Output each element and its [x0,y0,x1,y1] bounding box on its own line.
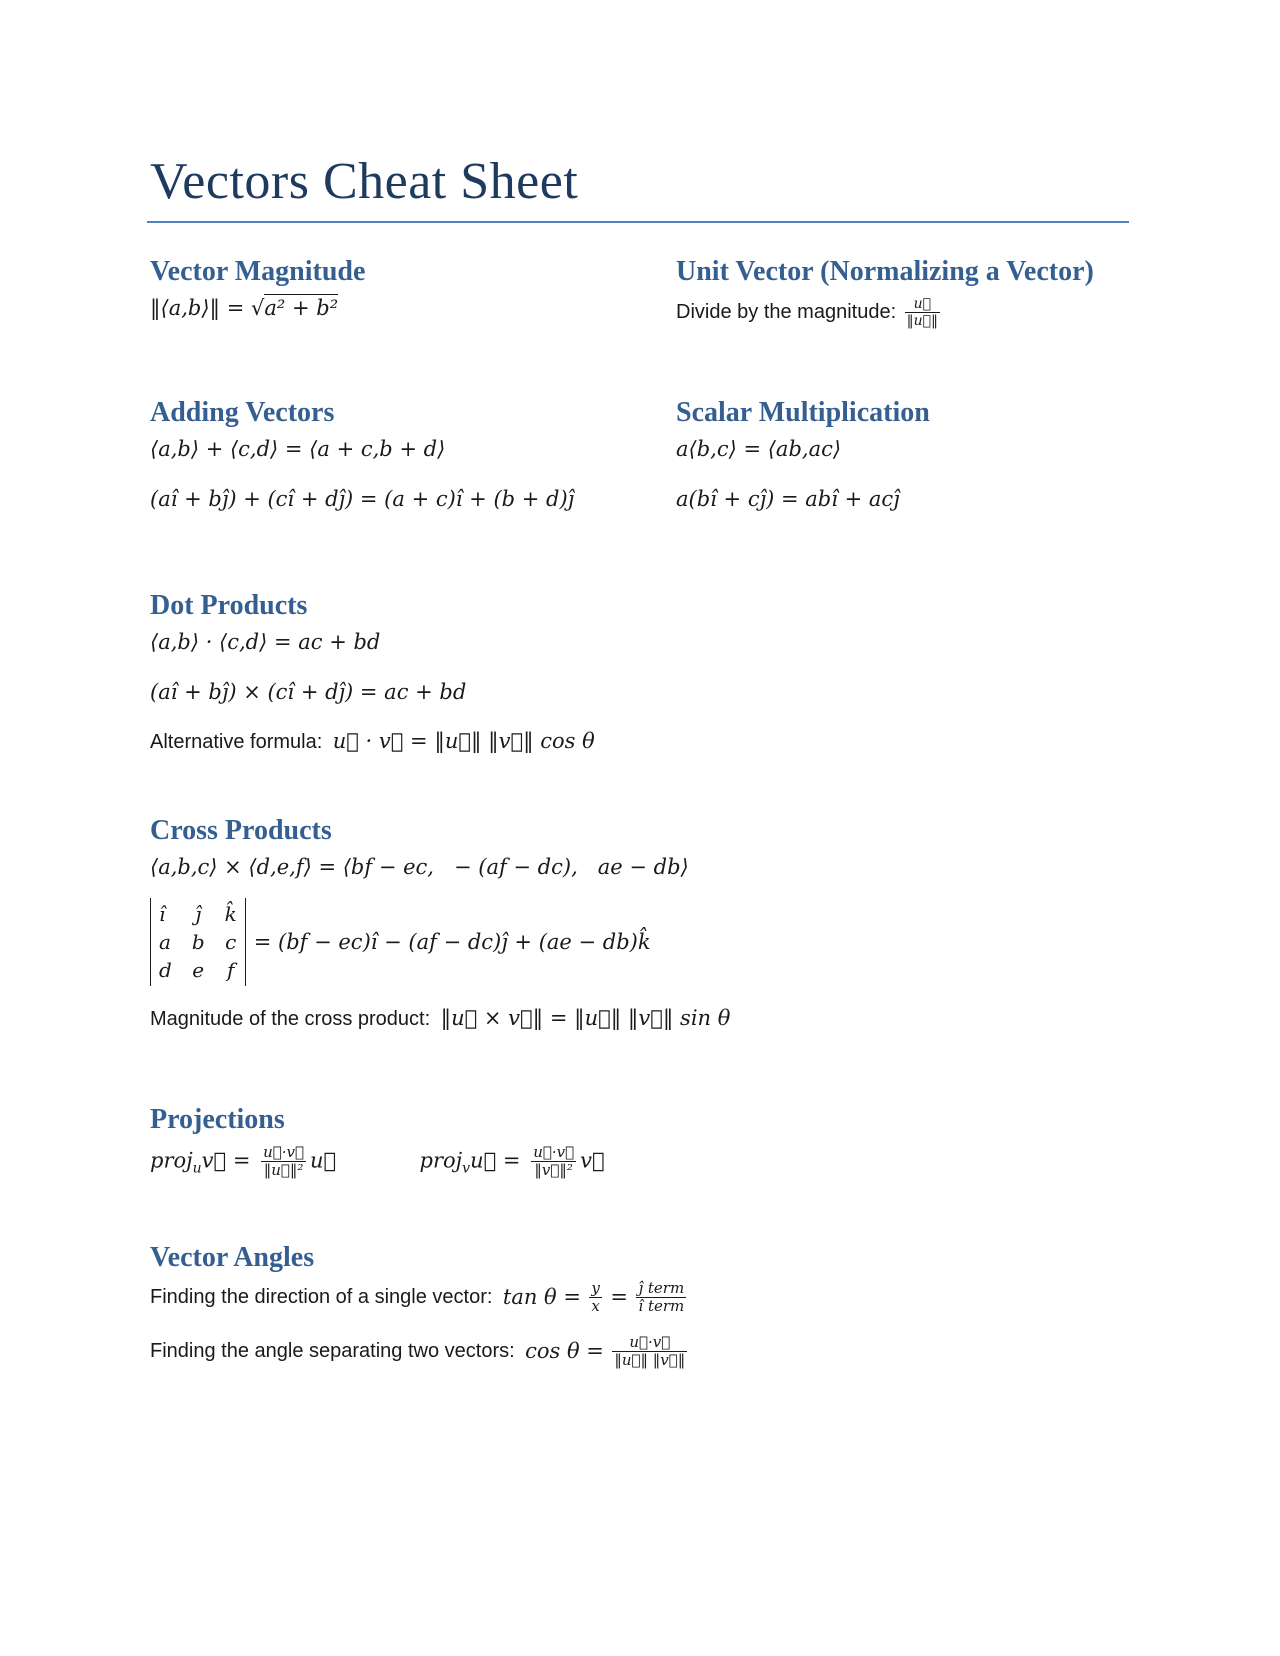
angles-direction-fraction-1 [589,1280,601,1316]
projection-u-proj: proj [150,1148,193,1173]
angles-section [150,1242,691,1369]
unit-vector-line [676,296,1094,329]
dot-heading: Dot Products [150,590,308,621]
unit-vector-heading: Unit Vector (Normalizing a Vector) [676,256,1094,287]
angles-direction-fraction-2 [636,1280,686,1316]
det-cell: a [159,930,171,954]
projection-u-tail: u⃗ [310,1148,337,1173]
unit-vector-denominator: ‖u⃗‖ [906,313,939,330]
unit-vector-section [676,256,1094,329]
angles-separation-den: ‖u⃗‖ ‖v⃗‖ [614,1350,686,1369]
cross-magnitude-text: Magnitude of the cross product: [150,1008,431,1030]
cross-determinant-line [150,898,730,986]
title-divider [147,221,1129,223]
det-cell: e [192,958,205,982]
page-title: Vectors Cheat Sheet [150,153,579,210]
det-cell: k̂ [224,902,237,926]
determinant-grid [157,900,239,984]
dot-alt-formula: u⃗ · v⃗ = ‖u⃗‖ ‖v⃗‖ cos θ [332,729,595,753]
magnitude-section [150,256,365,319]
projection-v-tail: v⃗ [580,1148,605,1173]
projection-v-subscript: v [462,1160,471,1177]
cross-determinant-result: = (bf − ec)î − (af − dc)ĵ + (ae − db)k̂ [253,929,651,954]
cross-determinant [150,898,246,986]
projections-heading: Projections [150,1104,285,1135]
scalar-section [676,397,930,510]
scalar-heading: Scalar Multiplication [676,397,930,428]
projection-formulas [150,1144,605,1180]
angles-direction-lhs: tan θ = [502,1285,581,1310]
angles-direction-f1-num: y [591,1279,600,1297]
projection-v-vec: u⃗ = [470,1148,521,1173]
angles-heading: Vector Angles [150,1242,315,1273]
adding-heading: Adding Vectors [150,397,335,428]
magnitude-formula-lhs: ‖⟨a,b⟩‖ = [150,296,251,320]
angles-direction-f1-den: x [591,1297,600,1316]
projection-u-denominator: ‖u⃗‖² [263,1161,304,1180]
projection-v-numerator: u⃗·v⃗ [533,1143,575,1161]
cross-magnitude-formula: ‖u⃗ × v⃗‖ = ‖u⃗‖ ‖v⃗‖ sin θ [440,1006,731,1030]
angles-separation-text: Finding the angle separating two vectors: [150,1339,515,1362]
det-cell: c [225,930,237,954]
dot-section [150,590,595,754]
cross-section [150,815,730,1031]
unit-vector-numerator: u⃗ [905,296,940,313]
projection-u-formula [150,1144,336,1180]
angles-direction-equals: = [610,1285,628,1310]
magnitude-radicand: a² + b² [264,296,339,320]
dot-formula-1: ⟨a,b⟩ · ⟨c,d⟩ = ac + bd [150,630,381,654]
det-cell: ĵ [195,902,202,926]
det-cell: b [191,930,205,954]
cross-heading: Cross Products [150,815,332,846]
adding-formula-1: ⟨a,b⟩ + ⟨c,d⟩ = ⟨a + c,b + d⟩ [150,437,446,461]
projection-v-proj: proj [419,1148,463,1173]
unit-vector-fraction [905,296,940,329]
scalar-formula-1: a⟨b,c⟩ = ⟨ab,ac⟩ [676,437,842,461]
angles-separation-line [150,1334,691,1370]
cross-formula-1: ⟨a,b,c⟩ × ⟨d,e,f⟩ = ⟨bf − ec, − (af − dc), ae − db⟩ [150,855,689,879]
projection-v-formula [420,1144,605,1180]
magnitude-formula [150,298,365,319]
angles-direction-f2-den: î term [638,1297,685,1316]
angles-direction-f2-num: ĵ term [636,1280,686,1298]
dot-alt-text: Alternative formula: [150,731,323,753]
scalar-formula-2: a(bî + cĵ) = abî + acĵ [676,487,900,511]
angles-separation-num: u⃗·v⃗ [612,1334,687,1352]
angles-direction-line [150,1280,691,1316]
angles-direction-text: Finding the direction of a single vector: [150,1286,493,1309]
projection-u-subscript: u [192,1160,202,1177]
det-cell: î [159,902,166,926]
projection-v-denominator: ‖v⃗‖² [534,1161,573,1180]
det-cell: d [159,958,172,982]
adding-formula-2: (aî + bĵ) + (cî + dĵ) = (a + c)î + (b + d)ĵ [150,487,575,511]
angles-separation-fraction [612,1334,687,1370]
magnitude-heading: Vector Magnitude [150,256,366,287]
unit-vector-text: Divide by the magnitude: [676,301,897,324]
cross-magnitude-line [150,1008,730,1031]
adding-section [150,397,574,510]
dot-formula-2: (aî + bĵ) × (cî + dĵ) = ac + bd [150,680,467,704]
projections-section [150,1104,605,1180]
projection-v-fraction [531,1144,576,1180]
projection-u-vec: v⃗ = [201,1148,251,1173]
projection-u-numerator: u⃗·v⃗ [263,1143,305,1161]
angles-separation-lhs: cos θ = [525,1338,604,1363]
projection-u-fraction [261,1144,306,1180]
dot-alt-line [150,731,595,754]
sqrt-sign: √ [250,296,265,320]
det-cell: f [226,958,235,982]
